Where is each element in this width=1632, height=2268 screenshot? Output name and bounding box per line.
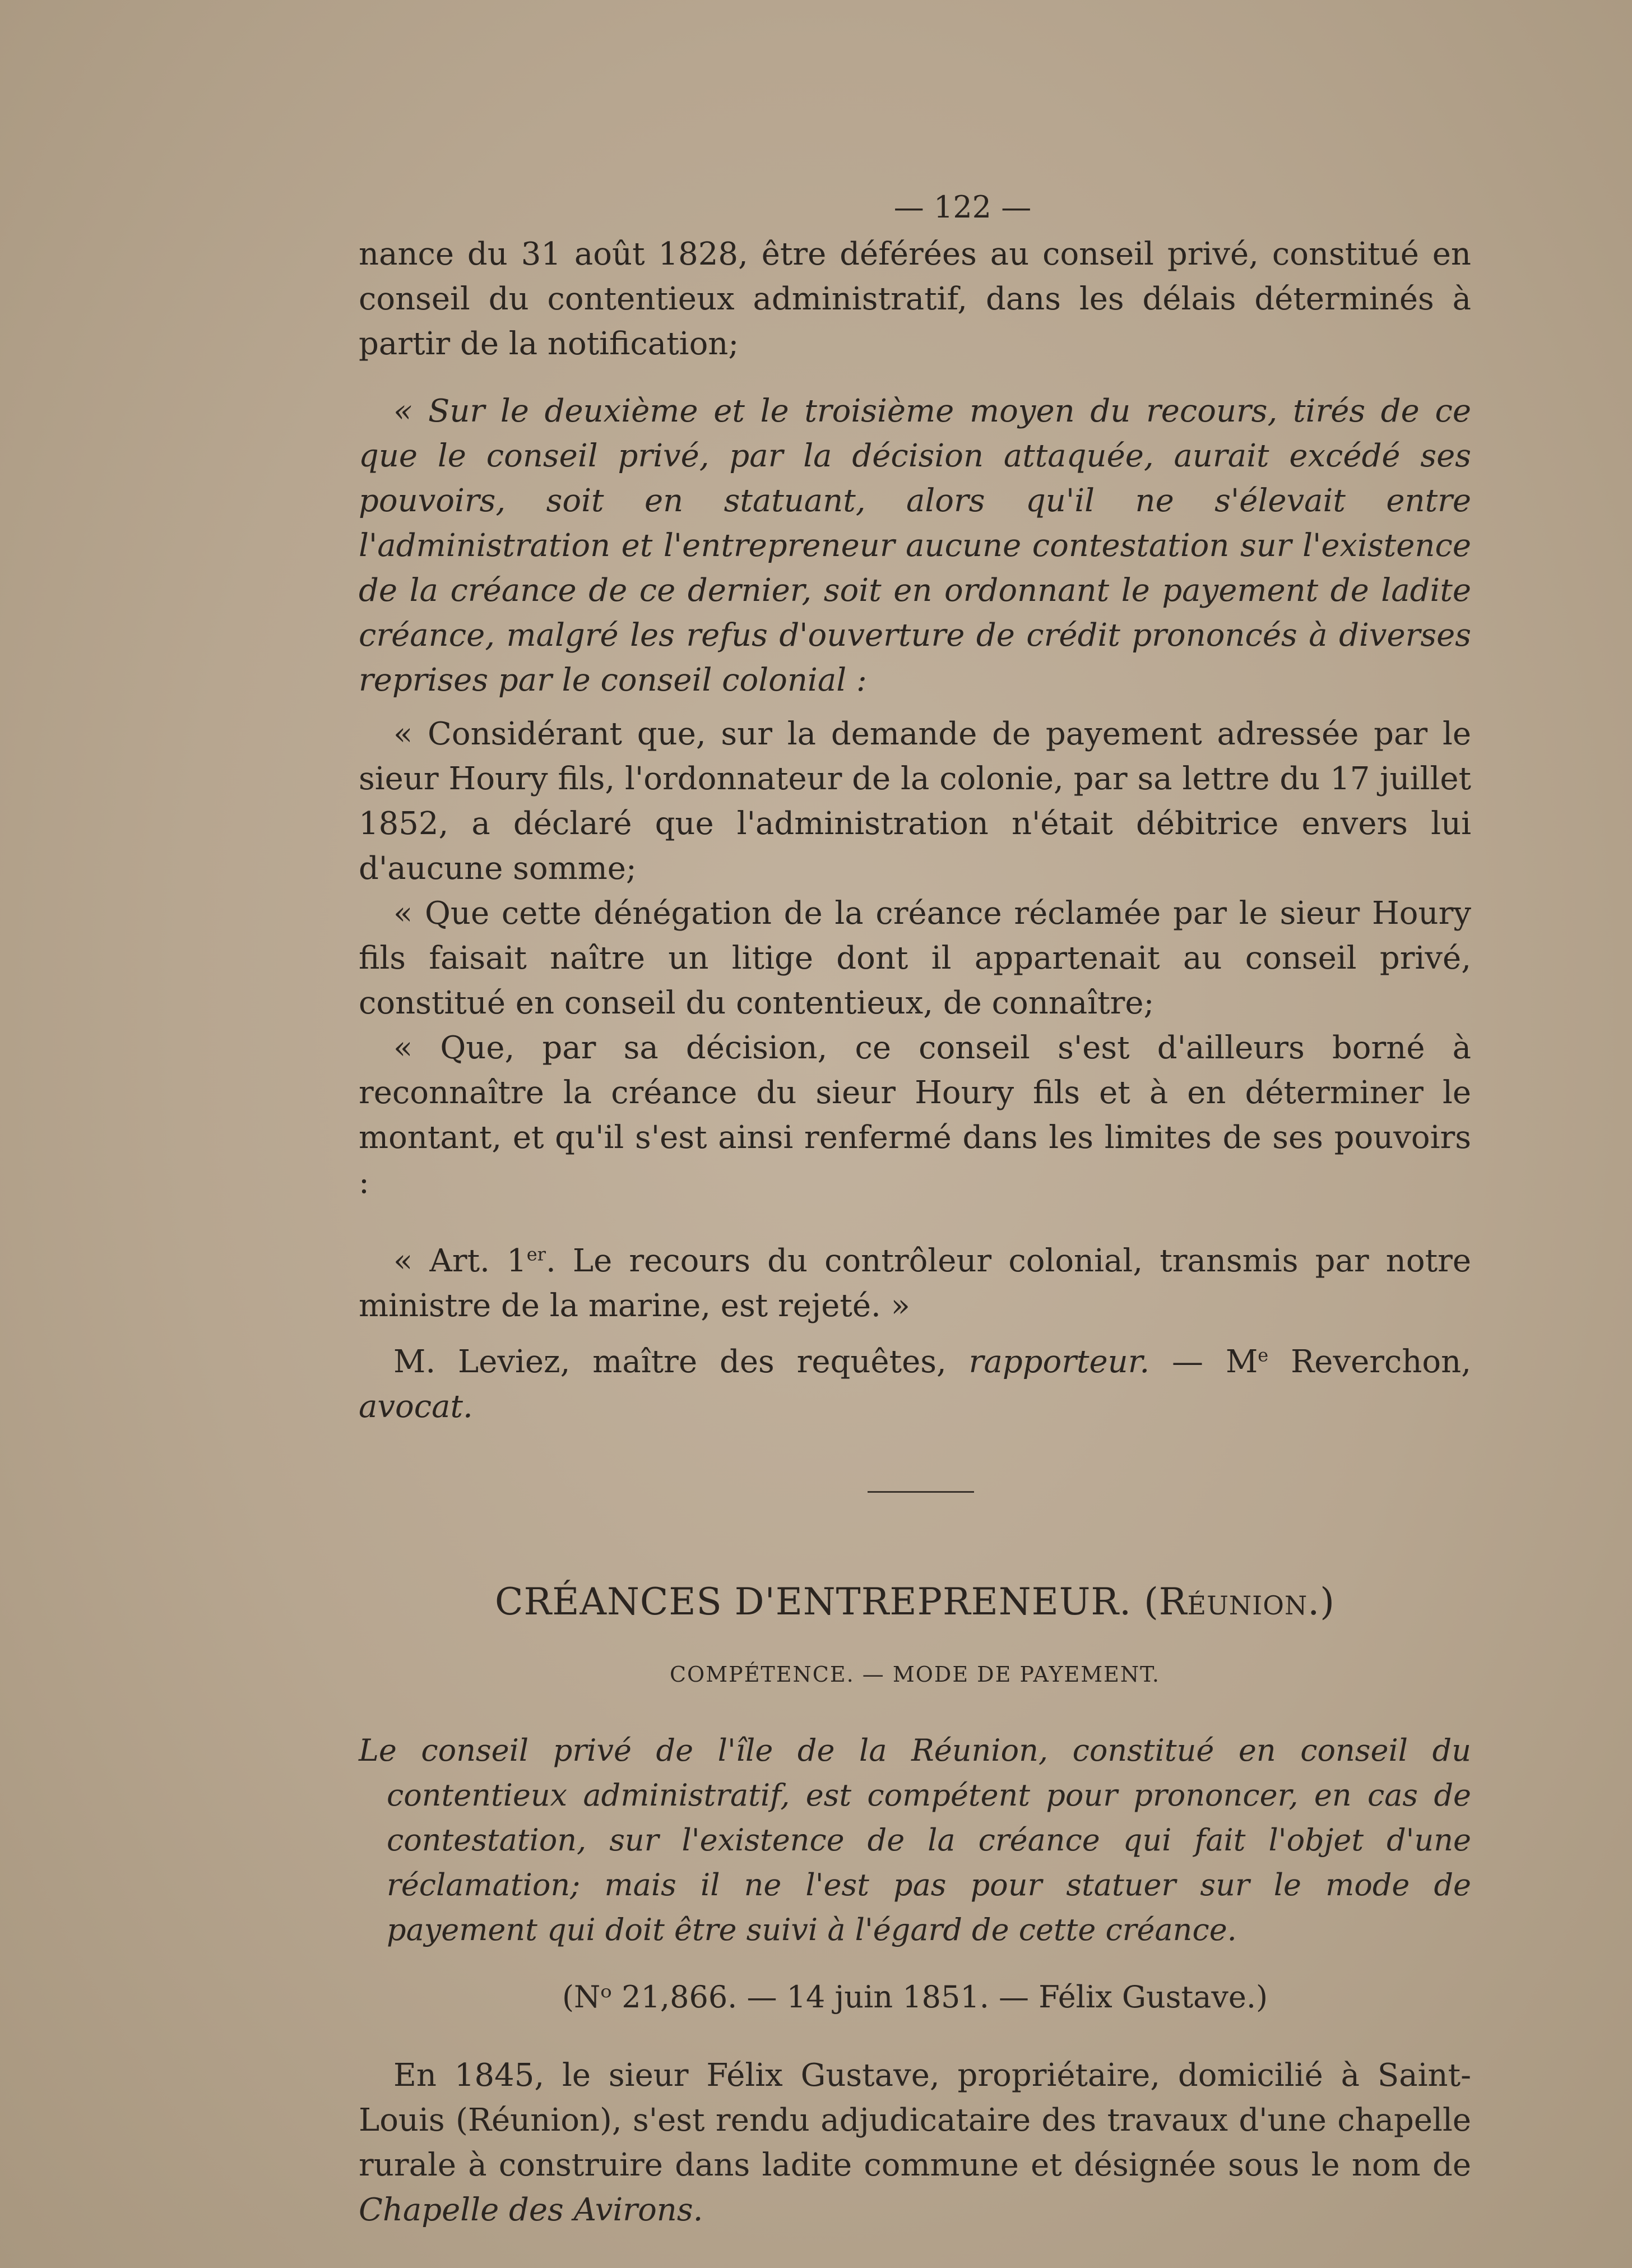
heading-main: CRÉANCES D'ENTREPRENEUR. xyxy=(495,1580,1132,1623)
considerant-paragraph: « Considérant que, sur la demande de payement adressée par le sieur Houry fils, l'ordonnateur de la colonie, par sa lettre du 17 juillet 1852, a déclaré que l'administration n'était débitrice envers lui d'aucune somme; xyxy=(359,716,1471,887)
section-divider xyxy=(868,1491,974,1493)
final-italic: Chapelle des Avirons. xyxy=(359,2192,703,2228)
page-number: — 122 — xyxy=(893,189,1032,225)
signature-part1: M. Leviez, maître des requêtes, xyxy=(393,1344,969,1380)
article-prefix: « Art. 1 xyxy=(393,1243,527,1279)
signature-line xyxy=(359,1340,1471,1429)
signature-part3: Reverchon, xyxy=(1268,1344,1471,1380)
paragraph-continuation: nance du 31 août 1828, être déférées au conseil privé, constitué en conseil du contentieux administratif, dans les délais déterminés à partir de la notification; xyxy=(359,236,1471,362)
section-heading xyxy=(359,1577,1471,1627)
signature-sup: e xyxy=(1258,1344,1269,1366)
article-paragraph xyxy=(359,1239,1471,1329)
summary-paragraph: Le conseil privé de l'île de la Réunion, constitué en conseil du contentieux administratif, est compétent pour prononcer, en cas de contestation, sur l'existence de la créance qui fait l'objet d'une réclamation; mais il ne l'est pas pour statuer sur le mode de payement qui doit être suivi à l'égard de cette créance. xyxy=(359,1733,1471,1947)
signature-role2: avocat. xyxy=(359,1388,473,1425)
case-reference: (Nᵒ 21,866. — 14 juin 1851. — Félix Gustave.) xyxy=(562,1979,1268,2015)
article-sup: er xyxy=(526,1243,546,1265)
final-paragraph xyxy=(359,2053,1471,2233)
article-text: . Le recours du contrôleur colonial, transmis par notre ministre de la marine, est rejeté. » xyxy=(359,1243,1471,1324)
denegation-paragraph: « Que cette dénégation de la créance réclamée par le sieur Houry fils faisait naître un litige dont il appartenait au conseil privé, constitué en conseil du contentieux, de connaître; xyxy=(359,895,1471,1021)
document-page xyxy=(359,185,1471,2233)
italic-paragraph-moyens: « Sur le deuxième et le troisième moyen du recours, tirés de ce que le conseil privé, par la décision attaquée, aurait excédé ses pouvoirs, soit en statuant, alors qu'il ne s'élevait entre l'administration et l'entrepreneur aucune contestation sur l'existence de la créance de ce dernier, soit en ordonnant le payement de ladite créance, malgré les refus d'ouverture de crédit prononcés à diverses reprises par le conseil colonial : xyxy=(359,393,1471,698)
decision-paragraph: « Que, par sa décision, ce conseil s'est d'ailleurs borné à reconnaître la créance du sieur Houry fils et à en déterminer le montant, et qu'il s'est ainsi renfermé dans les limites de ses pouvoirs : xyxy=(359,1030,1471,1201)
heading-place: (Réunion.) xyxy=(1144,1580,1335,1623)
final-text: En 1845, le sieur Félix Gustave, propriétaire, domicilié à Saint-Louis (Réunion), s'est rendu adjudicataire des travaux d'une chapelle rurale à construire dans ladite commune et désignée sous le nom de xyxy=(359,2057,1471,2183)
signature-part2: — M xyxy=(1149,1344,1258,1380)
section-subheading: COMPÉTENCE. — MODE DE PAYEMENT. xyxy=(669,1662,1160,1687)
signature-role1: rapporteur. xyxy=(968,1344,1150,1380)
